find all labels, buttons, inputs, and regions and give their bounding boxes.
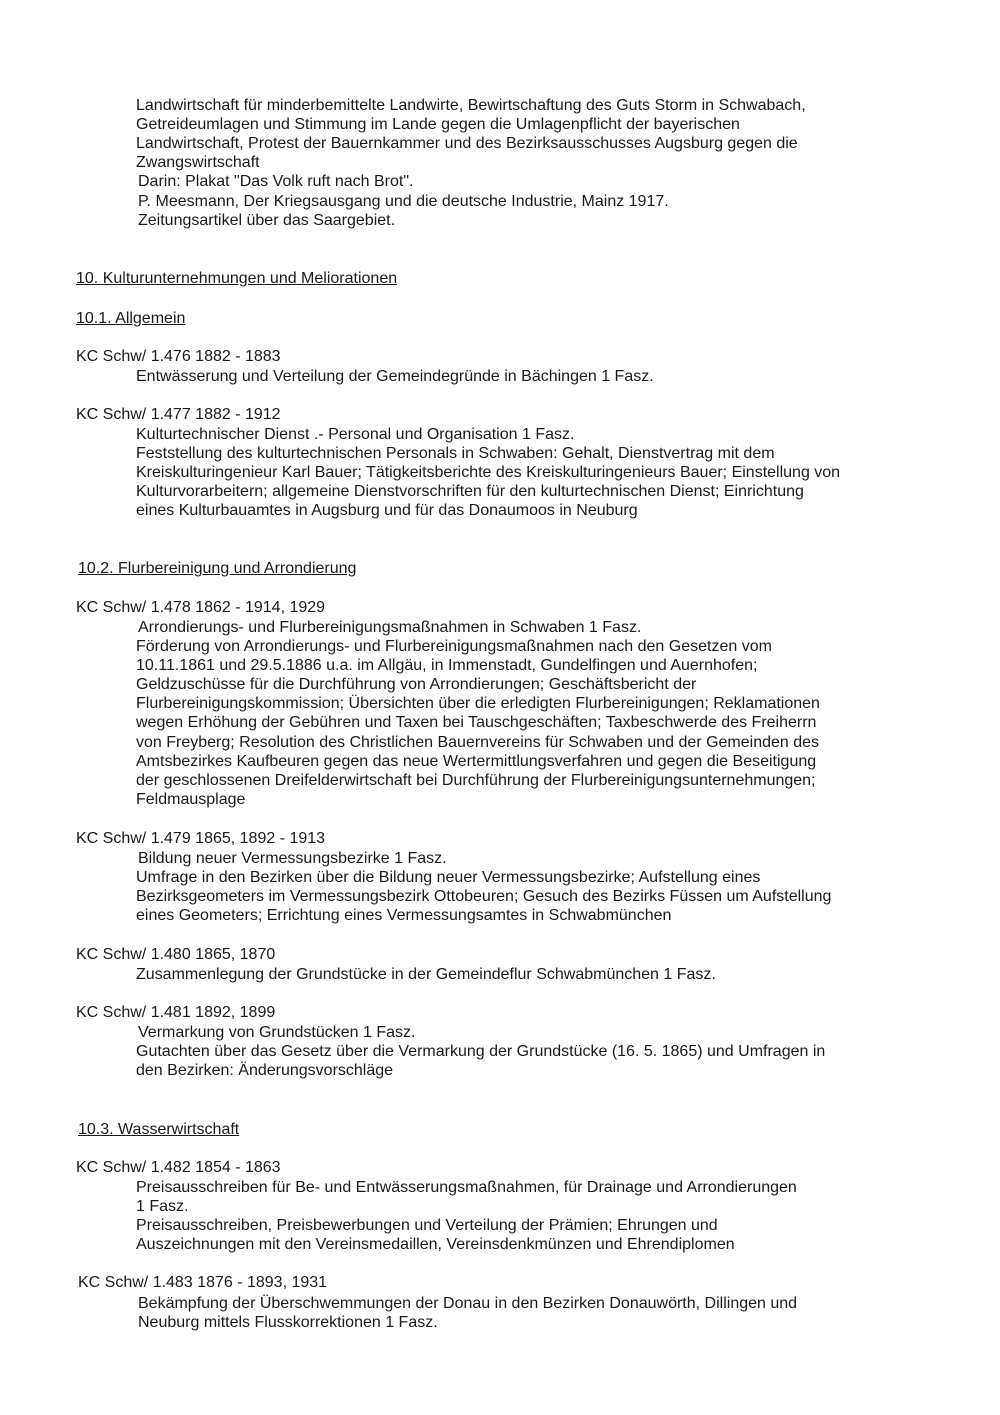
entry-line: Kreiskulturingenieur Karl Bauer; Tätigkeitsberichte des Kreiskulturingenieurs Bauer; Einstellung von bbox=[136, 464, 841, 481]
entry-line: Bezirksgeometers im Vermessungsbezirk Ottobeuren; Gesuch des Bezirks Füssen um Aufstellung bbox=[136, 888, 832, 905]
entry-line: Kulturtechnischer Dienst .- Personal und Organisation 1 Fasz. bbox=[136, 426, 575, 443]
subsection-heading: 10.1. Allgemein bbox=[76, 310, 186, 327]
entry-ref: KC Schw/ 1.483 1876 - 1893, 1931 bbox=[78, 1274, 328, 1291]
entry-ref: KC Schw/ 1.477 1882 - 1912 bbox=[76, 406, 281, 423]
intro-line: Zwangswirtschaft bbox=[136, 154, 260, 171]
entry-line: 1 Fasz. bbox=[136, 1198, 189, 1215]
entry-line: Arrondierungs- und Flurbereinigungsmaßnahmen in Schwaben 1 Fasz. bbox=[138, 619, 642, 636]
entry-line: Preisausschreiben, Preisbewerbungen und Verteilung der Prämien; Ehrungen und bbox=[136, 1217, 718, 1234]
section-heading: 10. Kulturunternehmungen und Meliorationen bbox=[76, 270, 398, 287]
entry-line: Flurbereinigungskommission; Übersichten über die erledigten Flurbereinigungen; Reklamationen bbox=[136, 695, 820, 712]
entry-ref: KC Schw/ 1.480 1865, 1870 bbox=[76, 946, 276, 963]
intro-line: Darin: Plakat "Das Volk ruft nach Brot". bbox=[138, 173, 414, 190]
intro-line: Getreideumlagen und Stimmung im Lande gegen die Umlagenpflicht der bayerischen bbox=[136, 116, 740, 133]
entry-line: den Bezirken: Änderungsvorschläge bbox=[136, 1062, 394, 1079]
intro-line: Landwirtschaft, Protest der Bauernkammer und des Bezirksausschusses Augsburg gegen die bbox=[136, 135, 798, 152]
intro-line: Landwirtschaft für minderbemittelte Landwirte, Bewirtschaftung des Guts Storm in Schwabach, bbox=[136, 97, 806, 114]
entry-ref: KC Schw/ 1.478 1862 - 1914, 1929 bbox=[76, 599, 326, 616]
entry-line: Entwässerung und Verteilung der Gemeindegründe in Bächingen 1 Fasz. bbox=[136, 368, 654, 385]
entry-line: Bildung neuer Vermessungsbezirke 1 Fasz. bbox=[138, 850, 447, 867]
entry-line: 10.11.1861 und 29.5.1886 u.a. im Allgäu, in Immenstadt, Gundelfingen und Auernhofen; bbox=[136, 657, 758, 674]
entry-line: Zusammenlegung der Grundstücke in der Gemeindeflur Schwabmünchen 1 Fasz. bbox=[136, 966, 716, 983]
intro-line: P. Meesmann, Der Kriegsausgang und die deutsche Industrie, Mainz 1917. bbox=[138, 193, 669, 210]
entry-line: der geschlossenen Dreifelderwirtschaft bei Durchführung der Flurbereinigungsunternehmungen; bbox=[136, 772, 816, 789]
entry-ref: KC Schw/ 1.476 1882 - 1883 bbox=[76, 348, 281, 365]
entry-line: Kulturvorarbeitern; allgemeine Dienstvorschriften für den kulturtechnischen Dienst; Einrichtung bbox=[136, 483, 804, 500]
entry-line: Gutachten über das Gesetz über die Vermarkung der Grundstücke (16. 5. 1865) und Umfragen in bbox=[136, 1043, 826, 1060]
entry-line: Feldmausplage bbox=[136, 791, 246, 808]
entry-line: wegen Erhöhung der Gebühren und Taxen bei Tauschgeschäften; Taxbeschwerde des Freiherrn bbox=[136, 714, 817, 731]
intro-line: Zeitungsartikel über das Saargebiet. bbox=[138, 212, 396, 229]
entry-line: Geldzuschüsse für die Durchführung von Arrondierungen; Geschäftsbericht der bbox=[136, 676, 697, 693]
entry-line: eines Kulturbauamtes in Augsburg und für das Donaumoos in Neuburg bbox=[136, 502, 638, 519]
entry-line: Neuburg mittels Flusskorrektionen 1 Fasz. bbox=[138, 1314, 438, 1331]
entry-ref: KC Schw/ 1.482 1854 - 1863 bbox=[76, 1159, 281, 1176]
subsection-heading: 10.3. Wasserwirtschaft bbox=[78, 1121, 240, 1138]
entry-line: Bekämpfung der Überschwemmungen der Donau in den Bezirken Donauwörth, Dillingen und bbox=[138, 1295, 798, 1312]
entry-ref: KC Schw/ 1.479 1865, 1892 - 1913 bbox=[76, 830, 326, 847]
entry-line: Vermarkung von Grundstücken 1 Fasz. bbox=[138, 1024, 416, 1041]
entry-line: eines Geometers; Errichtung eines Vermessungsamtes in Schwabmünchen bbox=[136, 907, 672, 924]
entry-line: von Freyberg; Resolution des Christlichen Bauernvereins für Schwaben und der Gemeinden des bbox=[136, 734, 820, 751]
entry-ref: KC Schw/ 1.481 1892, 1899 bbox=[76, 1004, 276, 1021]
entry-line: Feststellung des kulturtechnischen Personals in Schwaben: Gehalt, Dienstvertrag mit dem bbox=[136, 445, 775, 462]
entry-line: Preisausschreiben für Be- und Entwässerungsmaßnahmen, für Drainage und Arrondierungen bbox=[136, 1179, 797, 1196]
entry-line: Auszeichnungen mit den Vereinsmedaillen, Vereinsdenkmünzen und Ehrendiplomen bbox=[136, 1236, 735, 1253]
entry-line: Förderung von Arrondierungs- und Flurbereinigungsmaßnahmen nach den Gesetzen vom bbox=[136, 638, 772, 655]
entry-line: Umfrage in den Bezirken über die Bildung neuer Vermessungsbezirke; Aufstellung eines bbox=[136, 869, 761, 886]
subsection-heading: 10.2. Flurbereinigung und Arrondierung bbox=[78, 560, 357, 577]
entry-line: Amtsbezirkes Kaufbeuren gegen das neue Wertermittlungsverfahren und gegen die Beseitigung bbox=[136, 753, 817, 770]
